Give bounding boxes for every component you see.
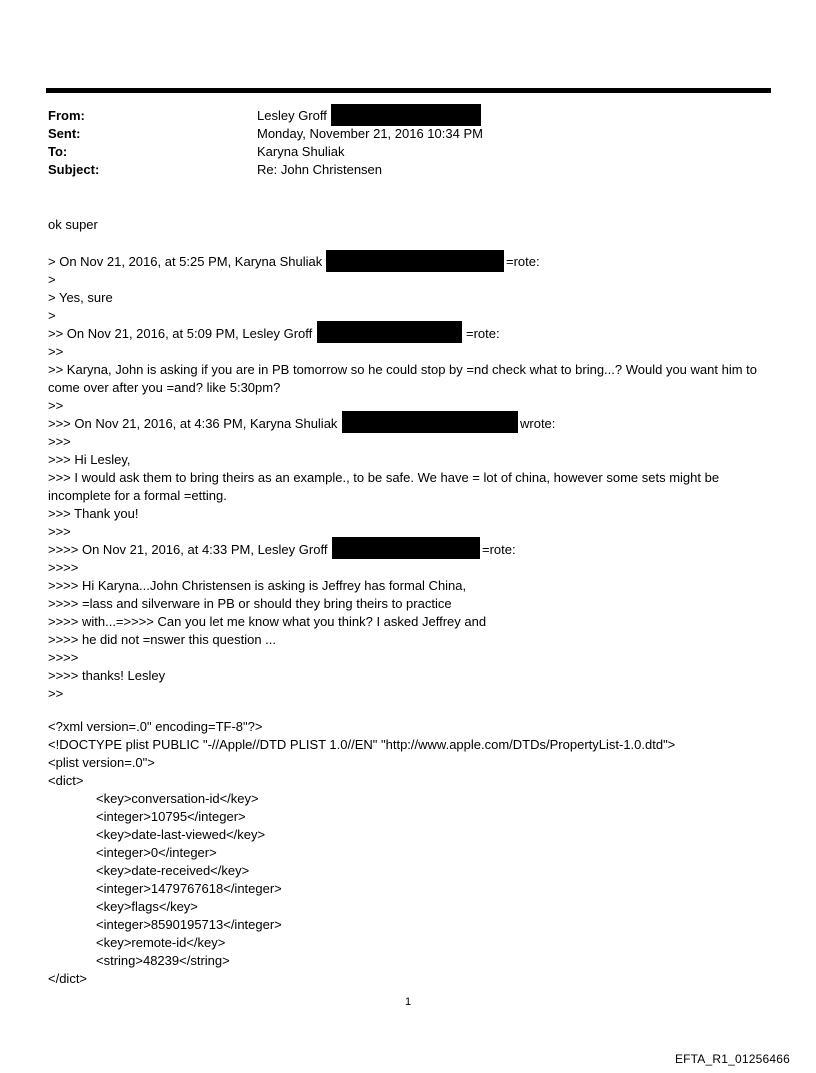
quote-header-tail: =rote: xyxy=(482,542,516,557)
body-line: >>> Hi Lesley, xyxy=(48,452,131,467)
plist-line: <integer>1479767618</integer> xyxy=(96,881,282,896)
plist-line: <key>date-last-viewed</key> xyxy=(96,827,266,842)
body-line: ok super xyxy=(48,217,98,232)
sent-label: Sent: xyxy=(48,126,81,141)
plist-line: <integer>10795</integer> xyxy=(96,809,246,824)
document-stamp: EFTA_R1_01256466 xyxy=(674,1052,790,1066)
body-paragraph: >> Karyna, John is asking if you are in PB tomorrow so he could stop by =nd check what to bring...? Would you want him to come over after you =and? like 5:30pm? xyxy=(48,362,758,395)
quote-header-tail: wrote: xyxy=(520,416,556,431)
body-line: >> xyxy=(48,398,64,413)
to-value: Karyna Shuliak xyxy=(257,144,345,159)
body-line: >> xyxy=(48,686,64,701)
from-label: From: xyxy=(48,108,85,123)
plist-line: <key>flags</key> xyxy=(96,899,198,914)
page-number: 1 xyxy=(404,996,412,1008)
body-line: > xyxy=(48,308,56,323)
redaction-box xyxy=(331,104,481,126)
body-line: >>> xyxy=(48,524,71,539)
redaction-box xyxy=(317,321,462,343)
redaction-box xyxy=(342,411,518,433)
redaction-box xyxy=(332,537,480,559)
body-line: >>>> =lass and silverware in PB or should they bring theirs to practice xyxy=(48,596,452,611)
header-rule xyxy=(46,88,771,93)
plist-line: <integer>8590195713</integer> xyxy=(96,917,282,932)
body-line: >>>> thanks! Lesley xyxy=(48,668,166,683)
body-line: >>>> xyxy=(48,560,79,575)
plist-line: <?xml version=.0" encoding=TF-8"?> xyxy=(48,719,263,734)
quote-header: > On Nov 21, 2016, at 5:25 PM, Karyna Shuliak xyxy=(48,254,323,269)
body-line: > xyxy=(48,272,56,287)
redaction-box xyxy=(326,250,504,272)
subject-label: Subject: xyxy=(48,162,100,177)
body-line: >>>> xyxy=(48,650,79,665)
body-line: >>>> with...=>>>> Can you let me know what you think? I asked Jeffrey and xyxy=(48,614,487,629)
body-line: > Yes, sure xyxy=(48,290,113,305)
plist-line: <dict> xyxy=(48,773,84,788)
subject-value: Re: John Christensen xyxy=(257,162,383,177)
quote-header-tail: =rote: xyxy=(466,326,500,341)
from-value: Lesley Groff xyxy=(257,108,327,123)
body-line: >>> Thank you! xyxy=(48,506,139,521)
plist-line: <key>conversation-id</key> xyxy=(96,791,259,806)
sent-value: Monday, November 21, 2016 10:34 PM xyxy=(257,126,483,141)
body-line: >> xyxy=(48,344,64,359)
plist-line: <string>48239</string> xyxy=(96,953,230,968)
to-label: To: xyxy=(48,144,68,159)
quote-header: >>>> On Nov 21, 2016, at 4:33 PM, Lesley Groff xyxy=(48,542,328,557)
plist-line: <!DOCTYPE plist PUBLIC "-//Apple//DTD PLIST 1.0//EN" "http://www.apple.com/DTDs/PropertyList-1.0.dtd"> xyxy=(48,737,676,752)
plist-line: </dict> xyxy=(48,971,88,986)
plist-line: <key>remote-id</key> xyxy=(96,935,226,950)
plist-line: <key>date-received</key> xyxy=(96,863,250,878)
quote-header: >> On Nov 21, 2016, at 5:09 PM, Lesley Groff xyxy=(48,326,313,341)
body-line: >>>> he did not =nswer this question ... xyxy=(48,632,277,647)
body-line: >>>> Hi Karyna...John Christensen is asking is Jeffrey has formal China, xyxy=(48,578,467,593)
body-line: >>> xyxy=(48,434,71,449)
quote-header-tail: =rote: xyxy=(506,254,540,269)
quote-header: >>> On Nov 21, 2016, at 4:36 PM, Karyna Shuliak xyxy=(48,416,338,431)
plist-line: <integer>0</integer> xyxy=(96,845,217,860)
body-paragraph: >>> I would ask them to bring theirs as an example., to be safe. We have = lot of china, however some sets might be incomplete for a formal =etting. xyxy=(48,470,720,503)
plist-line: <plist version=.0"> xyxy=(48,755,155,770)
